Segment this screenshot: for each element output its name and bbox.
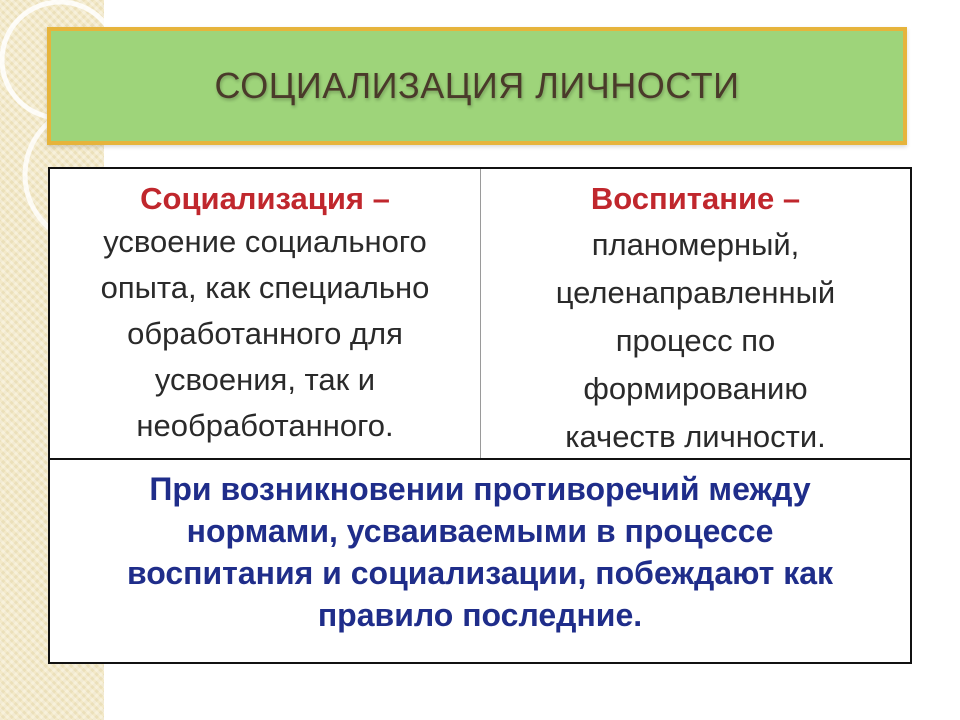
definition-line: формированию (583, 371, 808, 406)
conclusion-line: нормами, усваиваемыми в процессе (186, 513, 774, 549)
definition-line: целенаправленный (555, 275, 836, 310)
upbringing-term: Воспитание – (590, 181, 801, 216)
definition-line: планомерный, (591, 227, 800, 262)
definitions-table (48, 167, 912, 664)
conclusion-line: правило последние. (317, 597, 643, 633)
socialization-cell (50, 169, 480, 458)
upbringing-cell (481, 169, 910, 458)
conclusion-line: При возникновении противоречий между (149, 471, 811, 507)
socialization-term: Социализация – (140, 181, 390, 216)
title-banner (47, 27, 907, 145)
definition-line: необработанного. (136, 408, 394, 443)
definition-line: процесс по (615, 323, 776, 358)
conclusion-text (50, 468, 910, 636)
definition-line: обработанного для (127, 316, 403, 351)
upbringing-definition (481, 221, 910, 461)
page-title: СОЦИАЛИЗАЦИЯ ЛИЧНОСТИ (214, 65, 740, 106)
conclusion-line: воспитания и социализации, побеждают как (126, 555, 834, 591)
definition-line: усвоение социального (103, 224, 427, 259)
definition-line: усвоения, так и (154, 362, 376, 397)
definition-line: опыта, как специально (100, 270, 430, 305)
conclusion-cell (50, 460, 910, 660)
socialization-definition (50, 219, 480, 449)
definition-line: качеств личности. (565, 419, 826, 454)
